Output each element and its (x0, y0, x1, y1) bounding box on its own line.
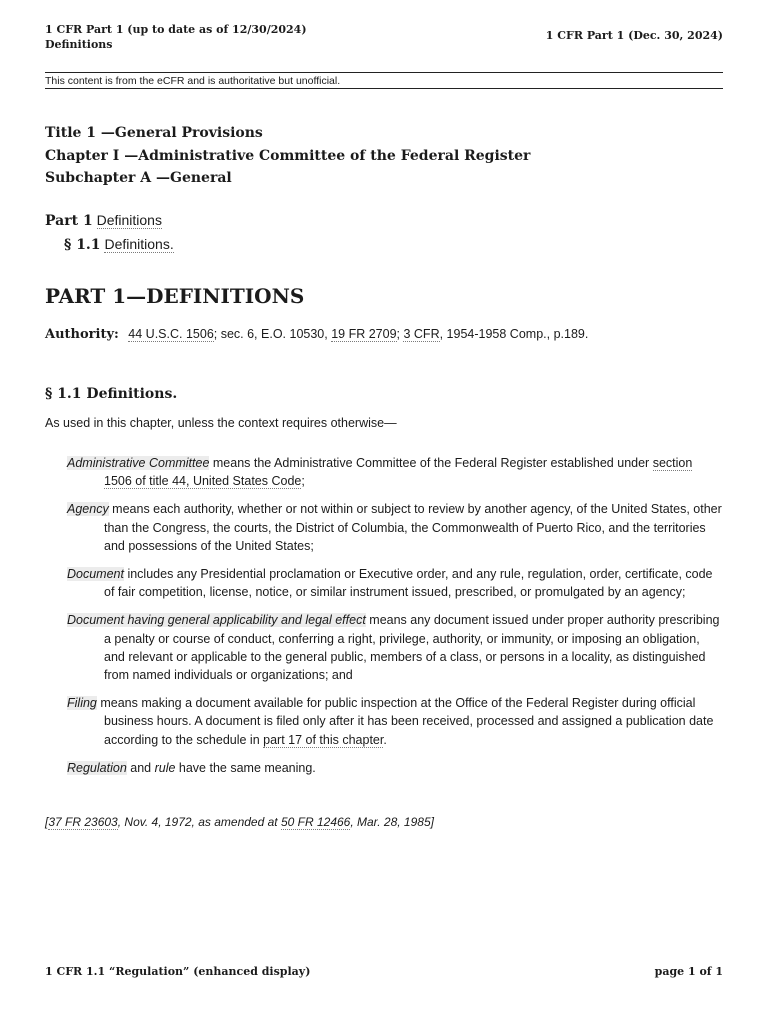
definition-text-end: . (383, 732, 387, 747)
toc-part-label: Part 1 (45, 213, 93, 229)
definition-text: includes any Presidential proclamation or Executive order, and any rule, regulation, order, certificate, code of fair competition, license, notice, or similar instrument issued, prescribed, or promulgated by an agency; (104, 567, 713, 600)
header-part-name: Definitions (45, 38, 113, 51)
unofficial-notice-bar (45, 72, 723, 89)
citation-text-2: , Mar. 28, 1985] (350, 815, 434, 829)
toc-section-link[interactable]: Definitions. (104, 235, 174, 252)
defined-term: Filing (67, 696, 97, 711)
citation-link-50fr[interactable]: 50 FR 12466 (280, 815, 351, 829)
part-title: PART 1—DEFINITIONS (45, 284, 305, 308)
toc-part-link[interactable]: Definitions (96, 212, 162, 228)
definition-document-general-applicability (67, 611, 723, 684)
definition-document (67, 565, 723, 601)
footer-left: 1 CFR 1.1 “Regulation” (enhanced display) (45, 965, 311, 978)
definition-text: means each authority, whether or not within or subject to review by another agency, of the United States, other than the Congress, the courts, the District of Columbia, the Commonwealth of Puerto Rico, and the territories and possessions of the United States; (104, 502, 722, 553)
notice-text: This content is from the eCFR and is authoritative but unofficial. (45, 75, 341, 87)
authority-link-usc[interactable]: 44 U.S.C. 1506 (128, 327, 214, 341)
definition-administrative-committee (67, 454, 723, 490)
toc-section-row (45, 233, 174, 257)
chapter-heading: Chapter I —Administrative Committee of the Federal Register (45, 147, 531, 164)
authority-link-fr[interactable]: 19 FR 2709 (331, 327, 397, 341)
citation-link-37fr[interactable]: 37 FR 23603 (48, 815, 118, 829)
definition-regulation (67, 759, 723, 777)
authority-text-1: ; sec. 6, E.O. 10530, (213, 327, 332, 341)
citation-text-1: , Nov. 4, 1972, as amended at (117, 815, 281, 829)
section-heading: § 1.1 Definitions. (45, 386, 178, 402)
authority-text-2: ; (396, 327, 404, 341)
toc-part-row (45, 209, 174, 233)
source-citation (45, 815, 434, 829)
table-of-contents (45, 209, 174, 256)
header-document-title: 1 CFR Part 1 (up to date as of 12/30/2024) (45, 23, 307, 36)
header-date-label: 1 CFR Part 1 (Dec. 30, 2024) (545, 29, 723, 42)
citation-open: [ (45, 815, 49, 829)
definition-filing (67, 694, 723, 749)
defined-term: Administrative Committee (67, 456, 210, 470)
defined-term: Agency (67, 502, 109, 517)
authority-label: Authority: (45, 327, 119, 342)
defined-term: Regulation (67, 760, 127, 775)
definitions-list (67, 454, 723, 787)
definition-text: means making a document available for public inspection at the Office of the Federal Register during official business hours. A document is filed only after it has been received, processed and assigned a publication date according to the schedule in (96, 696, 714, 747)
italic-term-rule: rule (154, 760, 176, 775)
defined-term: Document (67, 567, 124, 582)
usc-reference-link[interactable]: section 1506 of title 44, United States Code (104, 456, 693, 489)
hierarchy-headings (45, 122, 530, 190)
authority-text-3: , 1954-1958 Comp., p.189. (439, 327, 589, 341)
definition-text: means any document issued under proper authority prescribing a penalty or course of conduct, conferring a right, privilege, authority, or immunity, or imposing an obligation, and relevant or applicable to the general public, members of a class, or persons in a locality, as distinguished from named individuals or organizations; and (104, 613, 720, 683)
page-header-left (45, 22, 307, 52)
title-heading: Title 1 —General Provisions (45, 125, 263, 141)
subchapter-heading: Subchapter A —General (45, 170, 232, 186)
definition-text: means the Administrative Committee of the Federal Register established under (209, 456, 653, 470)
toc-section-label: § 1.1 (64, 236, 101, 253)
defined-term: Document having general applicability and legal effect (67, 613, 366, 628)
section-intro: As used in this chapter, unless the context requires otherwise— (45, 416, 397, 430)
footer-page-number: page 1 of 1 (654, 965, 723, 978)
definition-text-end: have the same meaning. (175, 760, 316, 775)
part-17-link[interactable]: part 17 of this chapter (263, 732, 384, 747)
authority-line (45, 327, 588, 342)
definition-text-end: ; (301, 474, 305, 489)
definition-text: and (126, 760, 155, 775)
definition-agency (67, 500, 723, 555)
authority-link-cfr[interactable]: 3 CFR (403, 327, 440, 341)
